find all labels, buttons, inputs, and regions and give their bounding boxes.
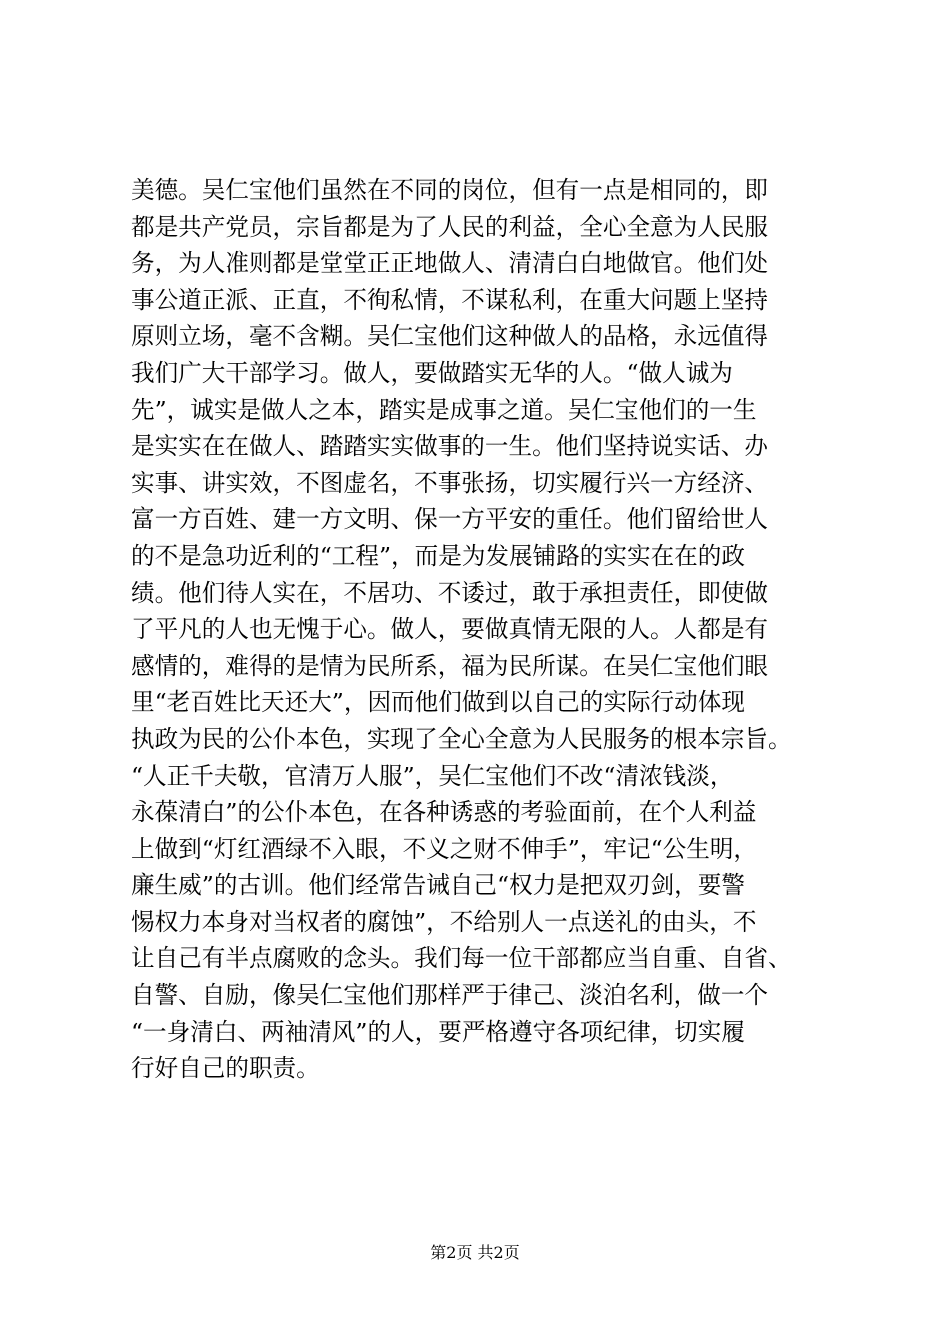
text-line: 绩。他们待人实在，不居功、不诿过，敢于承担责任，即使做 [131,578,769,607]
text-line: 行好自己的职责。 [131,1054,320,1083]
text-line: 的不是急功近利的“工程”，而是为发展铺路的实实在在的政 [131,541,745,570]
text-line: 感情的，难得的是情为民所系，福为民所谋。在吴仁宝他们眼 [131,651,769,680]
text-line: 我们广大干部学习。做人，要做踏实无华的人。“做人诚为 [131,358,733,387]
text-line: 惕权力本身对当权者的腐蚀”，不给别人一点送礼的由头，不 [131,907,757,936]
text-line: “一身清白、两袖清风”的人，要严格遵守各项纪律，切实履 [131,1017,745,1046]
text-line: 了平凡的人也无愧于心。做人，要做真情无限的人。人都是有 [131,615,769,644]
text-line: 先”，诚实是做人之本，踏实是成事之道。吴仁宝他们的一生 [131,395,757,424]
body-paragraph [131,172,831,1087]
text-line: 让自己有半点腐败的念头。我们每一位干部都应当自重、自省、 [131,944,792,973]
text-line: 是实实在在做人、踏踏实实做事的一生。他们坚持说实话、办 [131,432,769,461]
text-line: 美德。吴仁宝他们虽然在不同的岗位，但有一点是相同的，即 [131,176,769,204]
text-line: 自警、自励，像吴仁宝他们那样严于律己、淡泊名利，做一个 [131,981,769,1010]
text-line: “人正千夫敬，官清万人服”，吴仁宝他们不改“清浓钱淡， [131,761,734,790]
text-line: 事公道正派、正直，不徇私情，不谋私利，在重大问题上坚持 [131,285,769,314]
text-line: 富一方百姓、建一方文明、保一方平安的重任。他们留给世人 [131,505,769,534]
text-line: 实事、讲实效，不图虚名，不事张扬，切实履行兴一方经济、 [131,468,769,497]
text-line: 廉生威”的古训。他们经常告诫自己“权力是把双刃剑，要警 [131,871,745,900]
text-line: 务，为人准则都是堂堂正正地做人、清清白白地做官。他们处 [131,249,769,278]
text-line: 上做到“灯红酒绿不入眼，不义之财不伸手”，牢记“公生明， [131,834,758,863]
text-line: 都是共产党员，宗旨都是为了人民的利益，全心全意为人民服 [131,212,769,241]
text-line: 原则立场，毫不含糊。吴仁宝他们这种做人的品格，永远值得 [131,322,769,351]
text-line: 永葆清白”的公仆本色，在各种诱惑的考验面前，在个人利益 [131,798,757,827]
text-line: 里“老百姓比天还大”，因而他们做到以自己的实际行动体现 [131,688,745,717]
text-line: 执政为民的公仆本色，实现了全心全意为人民服务的根本宗旨。 [131,724,792,753]
page-number-footer: 第2页 共2页 [430,1243,520,1262]
